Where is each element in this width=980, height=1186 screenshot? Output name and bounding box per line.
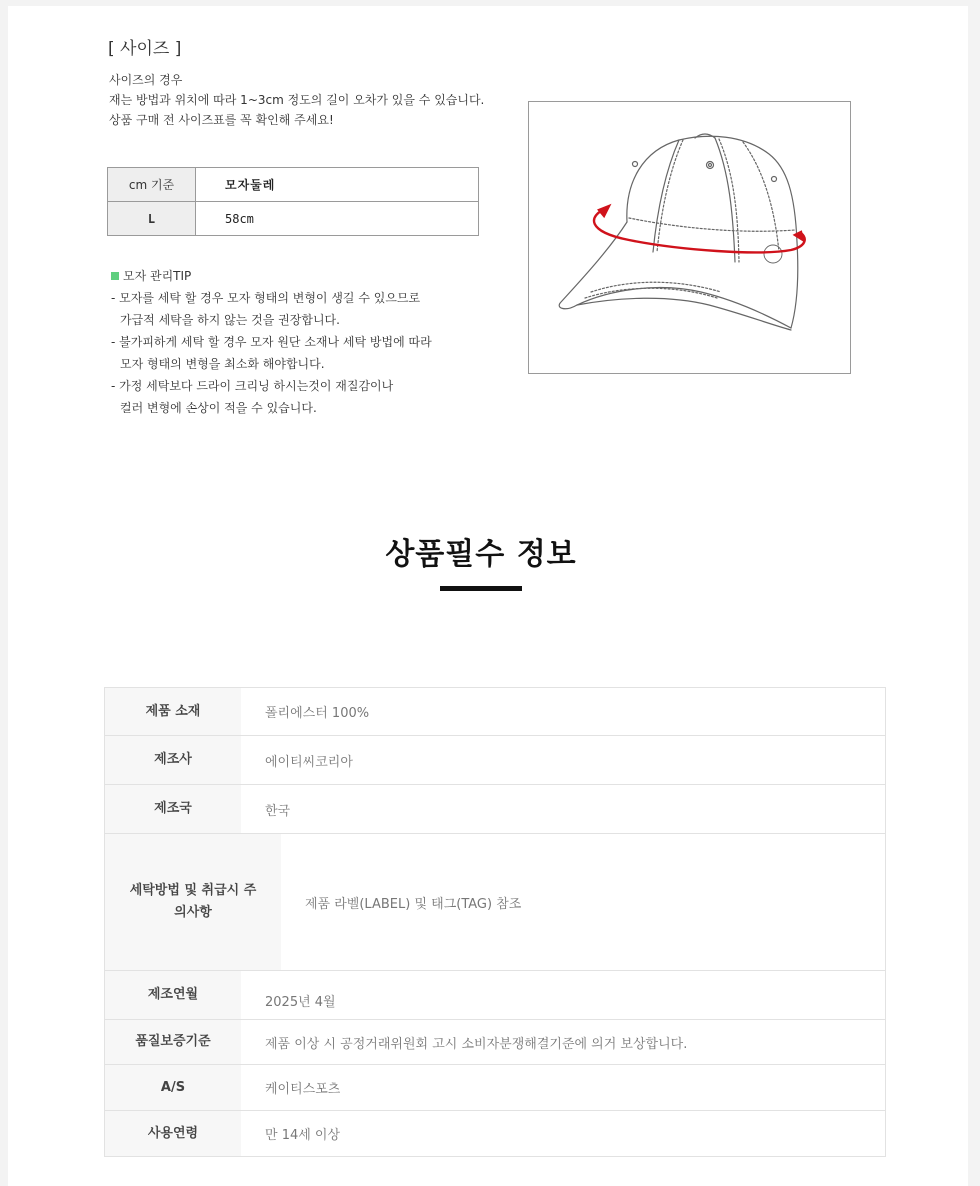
care-tip-line: - 가정 세탁보다 드라이 크리닝 하시는것이 재질감이나 [111,379,394,393]
info-key: 제조국 [105,785,241,833]
info-row [105,785,885,834]
info-key: A/S [105,1065,241,1110]
green-square-icon [111,272,119,280]
info-key: 제품 소재 [105,688,241,735]
info-row [105,1111,885,1157]
essential-info-title: 상품필수 정보 [385,537,577,572]
info-key: 세탁방법 및 취급시 주의사항 [105,834,281,970]
care-tip-line: 가급적 세탁을 하지 않는 것을 권장합니다. [120,313,340,327]
size-desc-line: 상품 구매 전 사이즈표를 꼭 확인해 주세요! [109,113,334,127]
info-key: 사용연령 [105,1111,241,1156]
info-row [105,688,885,736]
care-tip-line: - 불가피하게 세탁 할 경우 모자 원단 소재나 세탁 방법에 따라 [111,335,432,349]
info-value: 케이티스포츠 [265,1082,341,1097]
info-row [105,736,885,785]
info-value: 한국 [265,803,291,819]
info-value: 만 14세 이상 [265,1128,341,1143]
info-value: 2025년 4월 [265,994,336,1010]
size-description [109,70,484,130]
size-table-header-row [108,168,479,202]
cap-icon [529,102,850,373]
size-section-title: [ 사이즈 ] [108,39,182,59]
essential-info-table [104,687,886,1157]
size-desc-line: 재는 방법과 위치에 따라 1~3cm 정도의 길이 오차가 있을 수 있습니다. [109,93,485,107]
size-table-row [108,202,479,236]
title-underline [440,586,522,591]
size-table [107,167,479,236]
care-tips-title-text: 모자 관리TIP [123,269,192,283]
info-key: 제조연월 [105,971,241,1019]
info-row [105,971,885,1020]
info-value: 제품 라벨(LABEL) 및 태그(TAG) 참조 [305,896,522,912]
info-row [105,1020,885,1065]
size-table-size-name: L [108,202,196,236]
care-tips-title [111,265,432,287]
care-tips [111,265,432,419]
info-row [105,834,885,971]
info-value: 폴리에스터 100% [265,706,370,721]
size-table-measure-label: 모자둘레 [196,168,479,202]
info-key: 품질보증기준 [105,1020,241,1064]
size-desc-line: 사이즈의 경우 [109,73,183,87]
product-detail-page [8,6,968,1186]
size-table-unit-label: cm 기준 [108,168,196,202]
info-value: 제품 이상 시 공정거래위원회 고시 소비자분쟁해결기준에 의거 보상합니다. [265,1036,688,1052]
info-key: 제조사 [105,736,241,784]
info-row [105,1065,885,1111]
care-tip-line: 컬러 변형에 손상이 적을 수 있습니다. [120,401,317,415]
care-tip-line: - 모자를 세탁 할 경우 모자 형태의 변형이 생길 수 있으므로 [111,291,421,305]
info-value: 에이티씨코리아 [265,754,353,770]
size-table-size-value: 58cm [196,202,479,236]
cap-measurement-illustration [528,101,851,374]
care-tip-line: 모자 형태의 변형을 최소화 해야합니다. [120,357,325,371]
